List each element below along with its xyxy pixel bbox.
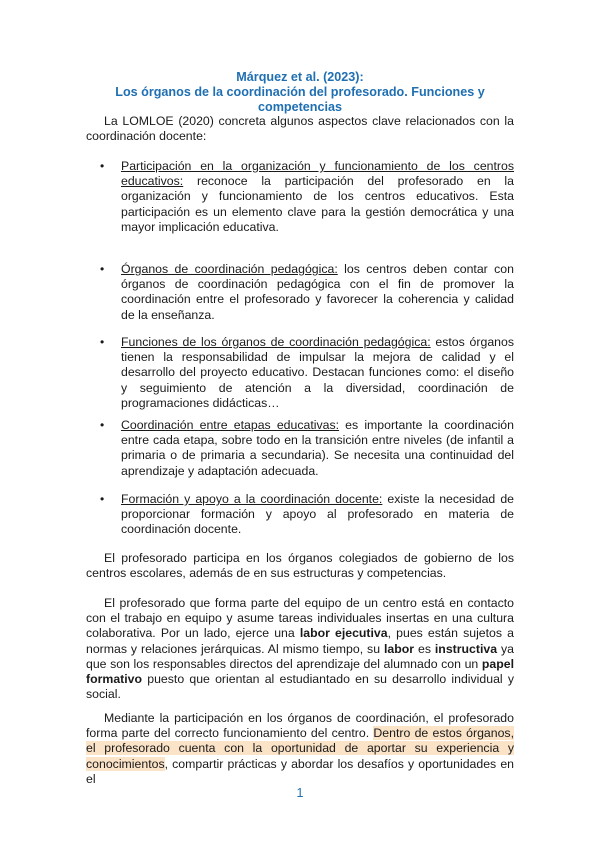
bullet-text: es importante la coordinación entre cada etapa, sobre todo en la transición entre niveles (de infantil a primaria o de primaria a secundaria). Se necesita una continuidad del aprendizaje y adaptación adecuada.	[121, 418, 514, 478]
bullet-item	[121, 418, 514, 479]
title-main-line-end: competencias	[258, 100, 342, 114]
paragraph-participation	[86, 711, 514, 787]
text-run: Mediante la participación en los órganos de coordinación, el profesorado forma parte del correcto funcionamiento del centro.	[86, 711, 514, 741]
bullet-marker: •	[100, 159, 105, 173]
page-number: 1	[296, 786, 304, 800]
bullet-marker: •	[100, 418, 105, 432]
bullet-marker: •	[100, 335, 105, 349]
bullet-marker: •	[100, 262, 105, 276]
bold-term: instructiva	[434, 641, 498, 656]
bullet-term: Coordinación entre etapas educativas:	[121, 418, 340, 432]
bullet-term: Formación y apoyo a la coordinación docente:	[121, 492, 383, 506]
text-run: es	[414, 641, 435, 656]
title-main-line: Los órganos de la coordinación del profesorado. Funciones y	[115, 85, 485, 99]
bold-term: papel formativo	[86, 656, 514, 687]
bullet-text: reconoce la participación del profesorado en la organización y funcionamiento de los centros educativos. Esta participación es un elemento clave para la gestión democrática y una mayor implicación educativa.	[121, 174, 514, 234]
document-title	[86, 70, 514, 115]
bullet-term: Órganos de coordinación pedagógica:	[121, 262, 338, 276]
text-run: puesto que orientan al estudiantado en su desarrollo individual y social.	[86, 672, 514, 702]
bullet-term: Participación en la organización y funcionamiento de los centros educativos:	[121, 159, 514, 189]
title-citation: Márquez et al. (2023):	[236, 70, 364, 84]
paragraph-teacher-roles	[86, 596, 514, 702]
bullet-text: existe la necesidad de proporcionar formación y apoyo al profesorado en materia de coordinación docente.	[121, 492, 514, 537]
bullet-item	[121, 335, 514, 411]
bullet-marker: •	[100, 492, 105, 506]
intro-paragraph: La LOMLOE (2020) concreta algunos aspectos clave relacionados con la coordinación docente:	[86, 114, 514, 144]
bold-term: labor ejecutiva	[299, 626, 388, 641]
highlighted-text: Dentro de estos órganos, el profesorado cuenta con la oportunidad de aportar su experiencia y conocimientos	[86, 726, 514, 771]
text-run: ya que son los responsables directos del aprendizaje del alumnado con un	[86, 641, 514, 671]
text-run: El profesorado que forma parte del equipo de un centro está en contacto con el trabajo en equipo y asume tareas individuales insertas en una cultura colaborativa. Por un lado, ejerce una	[86, 596, 514, 641]
bullet-item	[121, 262, 514, 323]
bullet-item	[121, 159, 514, 235]
bullet-term: Funciones de los órganos de coordinación pedagógica:	[121, 335, 431, 349]
text-run: , pues están sujetos a normas y relaciones jerárquicas. Al mismo tiempo, su	[86, 626, 514, 656]
bold-term: labor	[383, 641, 415, 656]
text-run: , compartir prácticas y abordar los desafíos y oportunidades en el	[86, 756, 514, 786]
bullet-text: estos órganos tienen la responsabilidad de impulsar la mejora de calidad y el desarrollo del proyecto educativo. Destacan funciones como: el diseño y seguimiento de atención a la diversidad, coordinación de programaciones didácticas…	[121, 335, 514, 410]
bullet-item	[121, 492, 514, 538]
bullet-text: los centros deben contar con órganos de coordinación pedagógica con el fin de promover la coordinación entre el profesorado y favorecer la coherencia y calidad de la enseñanza.	[121, 262, 514, 322]
paragraph-governance: El profesorado participa en los órganos colegiados de gobierno de los centros escolares, además de en sus estructuras y competencias.	[86, 551, 514, 581]
